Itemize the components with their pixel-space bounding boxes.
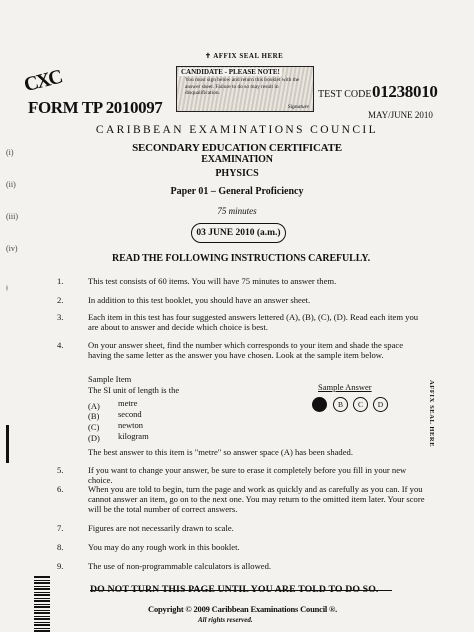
examination-title: EXAMINATION (201, 154, 273, 165)
instruction-text: In addition to this test booklet, you should have an answer sheet. (88, 295, 311, 305)
candidate-seal-box (176, 66, 314, 112)
instruction-text: Figures are not necessarily drawn to scale. (88, 523, 234, 533)
strike-line (90, 590, 392, 591)
instruction-number: 9. (57, 561, 64, 571)
answer-bubble-a (312, 397, 327, 412)
subject-title: PHYSICS (215, 168, 259, 179)
exam-date: 03 JUNE 2010 (a.m.) (191, 223, 286, 243)
seal-title: CANDIDATE - PLEASE NOTE! (181, 68, 280, 76)
answer-bubble-c: C (353, 397, 368, 412)
instruction-number: 3. (57, 312, 64, 322)
instruction-number: 4. (57, 340, 64, 350)
margin-mark: (iv) (6, 244, 18, 253)
duration: 75 minutes (217, 206, 257, 216)
instruction-number: 5. (57, 465, 64, 475)
option-word: newton (118, 420, 144, 430)
option-letter: (A) (88, 401, 100, 411)
test-code-label: TEST CODE (318, 89, 372, 100)
instruction-text: On your answer sheet, find the number which corresponds to your item and shade the space having the same letter as the answer you have chosen. Look at the sample item below. (88, 340, 404, 361)
instruction-text: When you are told to begin, turn the page and work as quickly and as carefully as you can. If you cannot answer an item, go on to the next one. You may return to the omitted item later. Your score will be the total number of correct answers. (88, 484, 425, 515)
answer-bubble-d: D (373, 397, 388, 412)
instruction-text: This test consists of 60 items. You will have 75 minutes to answer them. (88, 276, 337, 286)
instruction-text: If you want to change your answer, be sure to erase it completely before you fill in your new choice. (88, 465, 407, 486)
seal-text: You must sign below and return this booklet with the answer sheet. Failure to do so may result in disqualification. (185, 77, 300, 96)
seal-signature-label: Signature (287, 104, 309, 110)
option-word: kilogram (118, 431, 149, 441)
form-tp-number: FORM TP 2010097 (28, 98, 163, 117)
paper-title: Paper 01 – General Proficiency (170, 186, 304, 197)
cxc-logo: CXC (21, 65, 64, 97)
instruction-number: 6. (57, 484, 64, 494)
copyright: Copyright © 2009 Caribbean Examinations Council ®. (148, 604, 338, 614)
rights-reserved: All rights reserved. (198, 616, 253, 624)
barcode (34, 576, 50, 632)
margin-mark: ǂ (6, 284, 8, 293)
instructions-heading: READ THE FOLLOWING INSTRUCTIONS CAREFULLY. (112, 253, 370, 264)
instruction-text: Each item in this test has four suggested answers lettered (A), (B), (C), (D). Read each item you are about to answer and decide which choice is best. (88, 312, 419, 333)
instruction-text: The use of non-programmable calculators is allowed. (88, 561, 272, 571)
option-letter: (D) (88, 433, 100, 443)
option-letter: (B) (88, 411, 100, 421)
option-word: metre (118, 398, 138, 408)
answer-bubble-b: B (333, 397, 348, 412)
margin-mark: (ii) (6, 180, 16, 189)
margin-mark: (iii) (6, 212, 18, 221)
margin-bar (6, 425, 9, 463)
instruction-number: 1. (57, 276, 64, 286)
test-code-number: 01238010 (372, 82, 438, 101)
instruction-number: 7. (57, 523, 64, 533)
certificate-title: SECONDARY EDUCATION CERTIFICATE (132, 142, 342, 154)
option-letter: (C) (88, 422, 100, 432)
margin-mark: (i) (6, 148, 14, 157)
instruction-text: The best answer to this item is "metre" so answer space (A) has been shaded. (88, 447, 353, 457)
sample-answer-heading: Sample Answer (318, 382, 372, 392)
instruction-number: 2. (57, 295, 64, 305)
council-title: CARIBBEAN EXAMINATIONS COUNCIL (95, 124, 379, 136)
instruction-number: 8. (57, 542, 64, 552)
sample-item-heading: Sample Item (88, 374, 132, 384)
sample-question: The SI unit of length is the (88, 385, 180, 395)
affix-seal-side-label: AFFIX SEAL HERE (428, 380, 435, 448)
affix-seal-label: ✝ AFFIX SEAL HERE (205, 52, 284, 60)
exam-session: MAY/JUNE 2010 (368, 110, 433, 120)
instruction-text: You may do any rough work in this booklet. (88, 542, 240, 552)
option-word: second (118, 409, 142, 419)
